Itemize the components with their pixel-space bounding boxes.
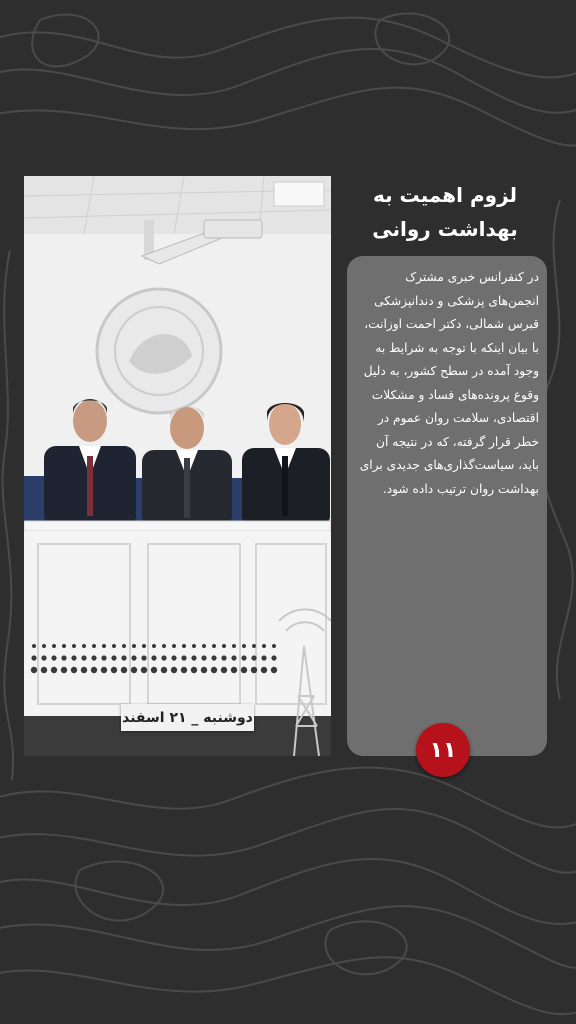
article-card — [347, 256, 547, 756]
post-title — [345, 178, 545, 246]
date-badge: دوشنبه _ ۲۱ اسفند — [121, 704, 254, 731]
page-number-badge: ۱۱ — [416, 723, 470, 777]
title-line-2: بهداشت روانی — [372, 217, 518, 241]
conference-photo — [24, 176, 331, 756]
article-body: در کنفرانس خبری مشترک انجمن‌های پزشکی و دندانپزشکی قبرس شمالی، دکتر احمت اوزانت، با بیان اینکه با توجه به شرایط به وجود آمده در سطح کشور، به دلیل وقوع پرونده‌های فساد و مشکلات اقتصادی، سلامت روان عموم در خطر قرار گرفته، که در نتیجه آن باید، سیاست‌گذاری‌های جدیدی برای بهداشت روان ترتیب داده شود. — [359, 270, 539, 496]
title-line-1: لزوم اهمیت به — [372, 183, 518, 207]
